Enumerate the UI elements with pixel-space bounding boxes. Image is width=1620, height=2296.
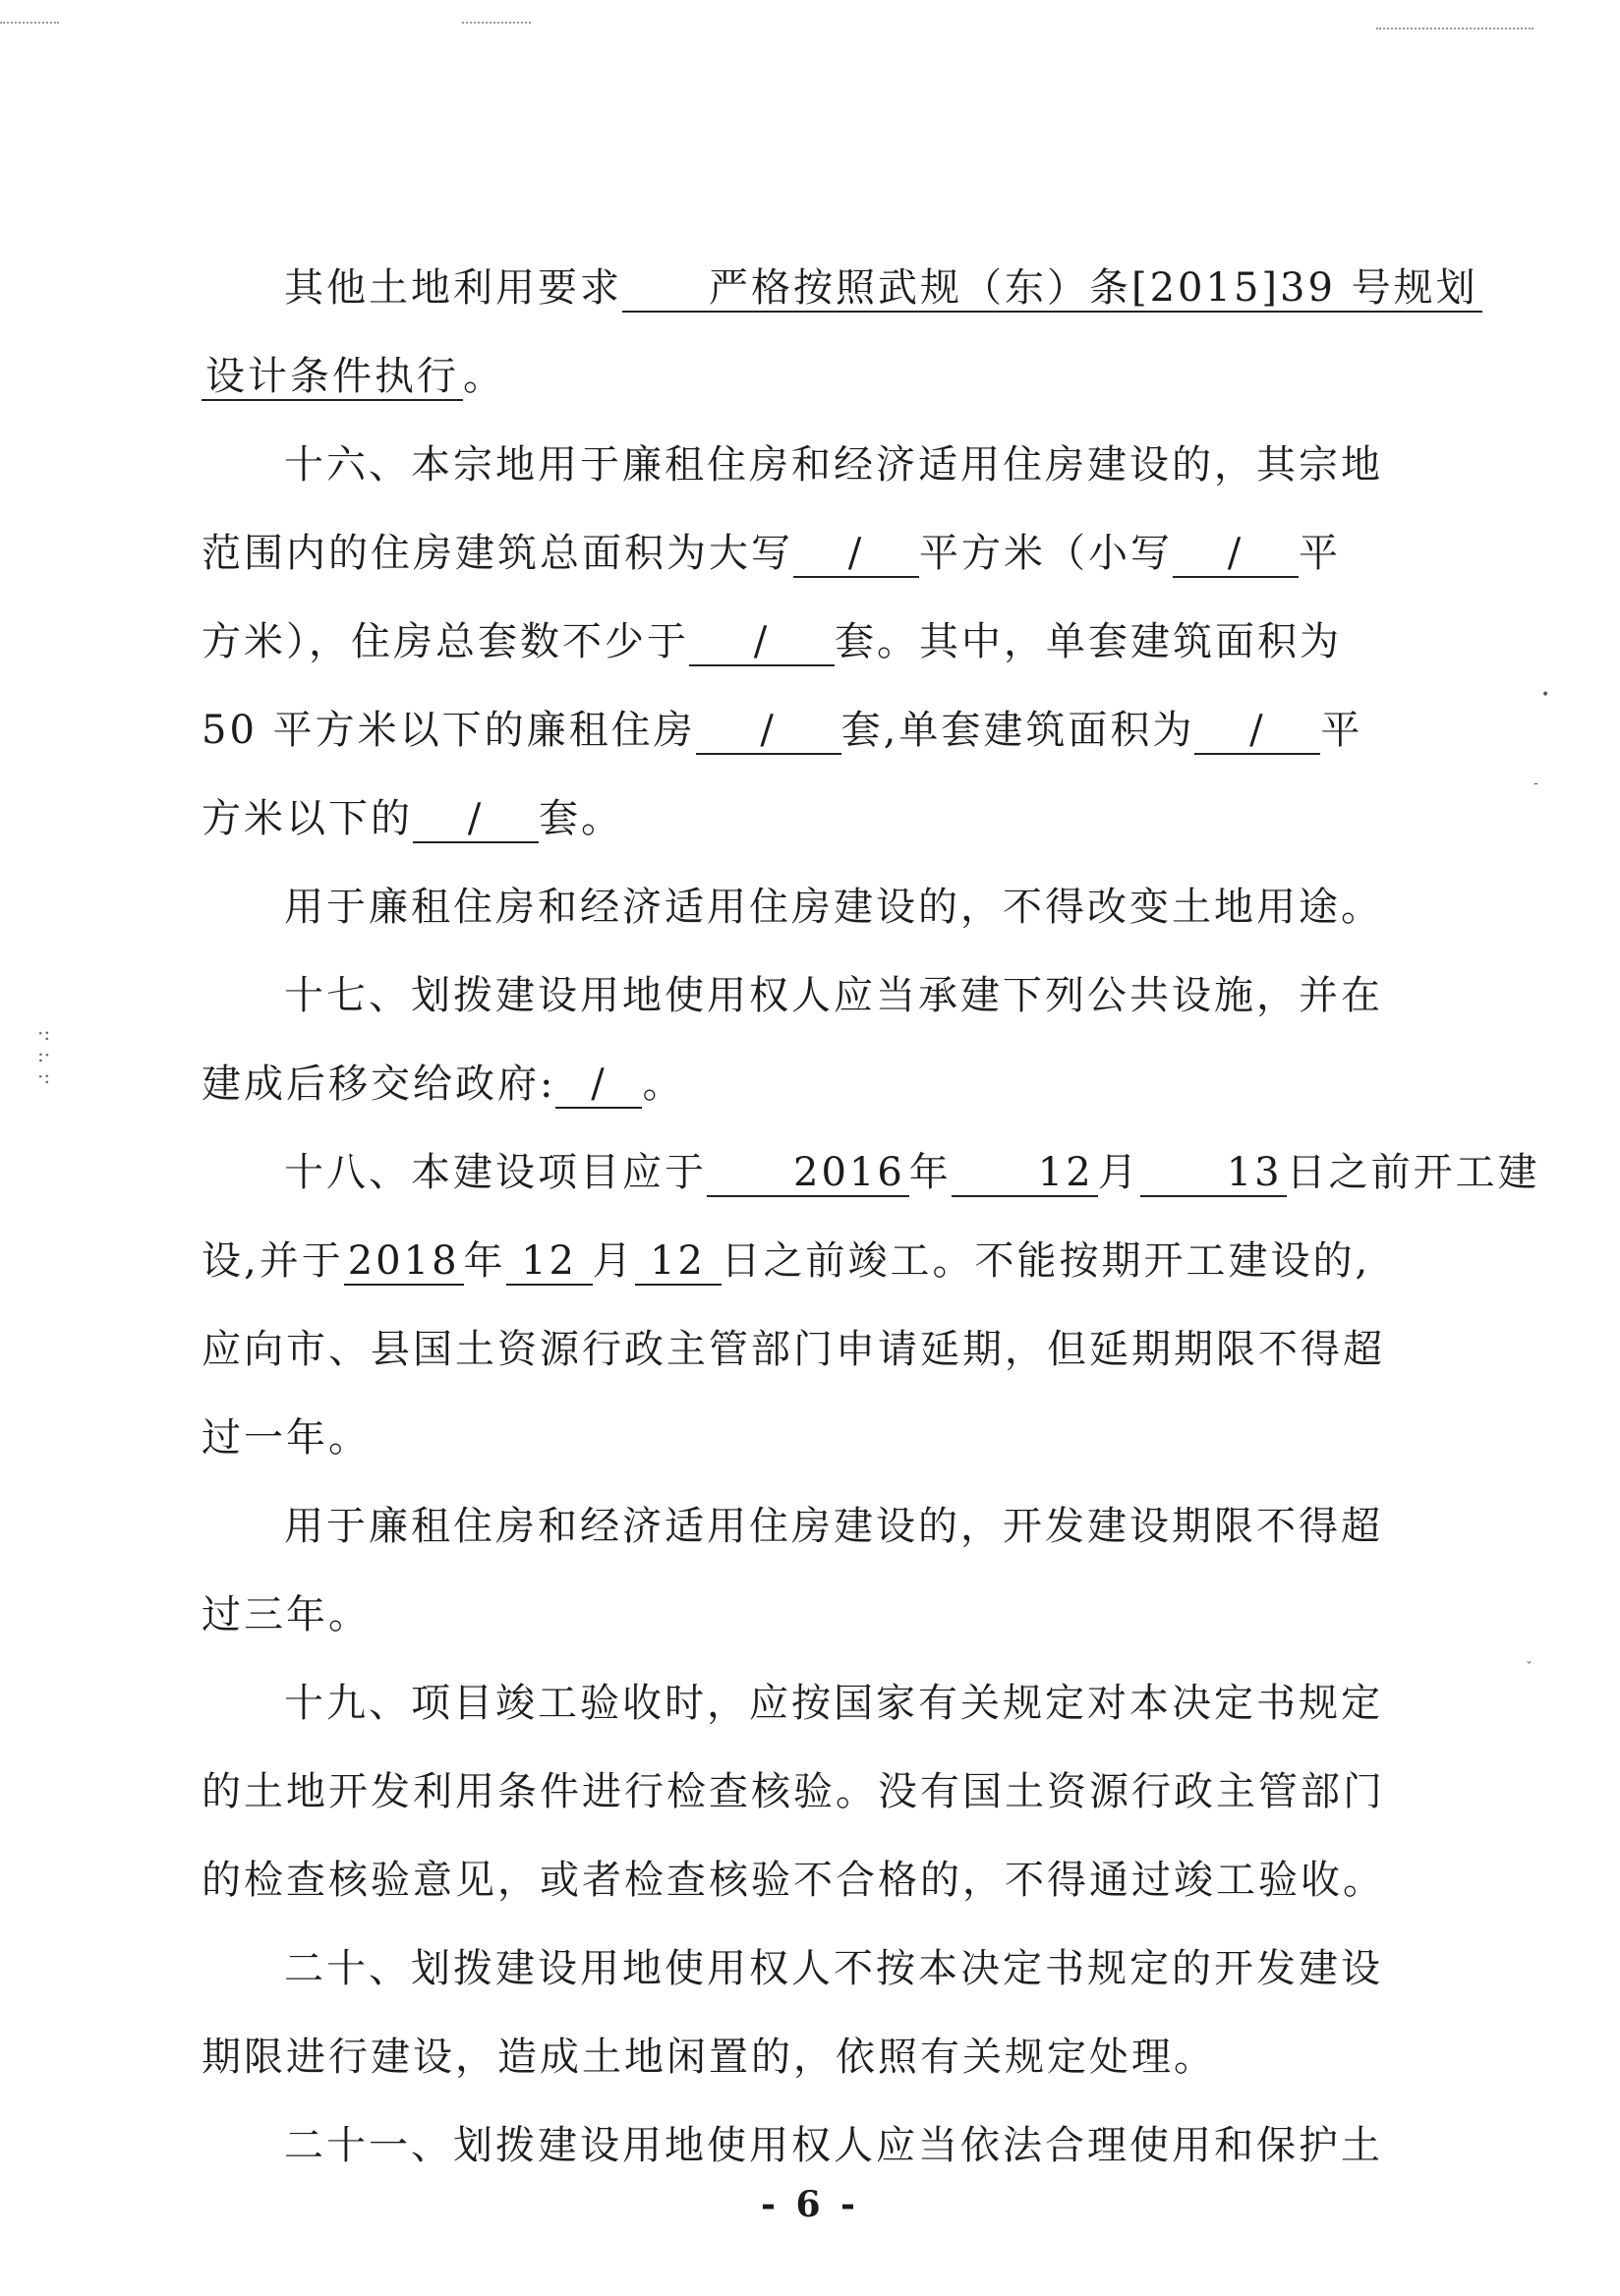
underlined-field: 设计条件执行 (202, 354, 463, 401)
text-line: 二十、划拨建设用地使用权人不按本决定书规定的开发建设 (284, 1946, 1383, 1991)
blank-field: / (696, 708, 841, 755)
blank-field: / (555, 1062, 642, 1109)
document-body (202, 244, 1540, 2190)
start-day-field: 13 (1140, 1150, 1287, 1197)
article-16-continued (202, 509, 1361, 863)
text-line: 建成后移交给政府: / 。 (202, 1062, 685, 1107)
blank-field: / (793, 531, 919, 578)
article-16 (202, 421, 1383, 509)
article-21 (202, 2101, 1383, 2190)
text-line: 的土地开发利用条件进行检查核验。没有国土资源行政主管部门 (202, 1769, 1385, 1814)
article-18-note-continued (202, 1571, 1361, 1659)
article-18-note (202, 1482, 1383, 1571)
land-use-requirements (202, 244, 1478, 332)
text-line: 应向市、县国土资源行政主管部门申请延期，但延期期限不得超 (202, 1327, 1385, 1372)
article-20 (202, 1924, 1383, 2013)
underlined-field: 严格按照武规（东）条[2015]39 号规划 (622, 265, 1482, 313)
text-line: 设计条件执行 。 (202, 332, 1361, 421)
end-month-field: 12 (506, 1238, 593, 1286)
article-20-continued (202, 2013, 1361, 2101)
page-number: - 6 - (761, 2184, 859, 2225)
text-line: 十六、本宗地用于廉租住房和经济适用住房建设的，其宗地 (284, 442, 1383, 488)
text-line: 十七、划拨建设用地使用权人应当承建下列公共设施，并在 (284, 973, 1383, 1018)
article-19-continued (202, 1748, 1385, 1924)
text-line: 过三年。 (202, 1592, 371, 1637)
end-year-field: 2018 (344, 1238, 464, 1286)
text-line: 范围内的住房建筑总面积为大写 / 平方米（小写 / 平 (202, 531, 1341, 576)
scan-edge-mark (1376, 28, 1533, 29)
text-line: 用于廉租住房和经济适用住房建设的，不得改变土地用途。 (284, 885, 1383, 930)
text-line: 方米以下的 / 套。 (202, 796, 623, 841)
scan-edge-mark (462, 22, 531, 24)
blank-field: / (689, 619, 835, 666)
text-line: 二十一、划拨建设用地使用权人应当依法合理使用和保护土 (284, 2123, 1383, 2168)
blank-field: / (1194, 708, 1320, 755)
land-use-requirements-continued (202, 332, 1361, 421)
scan-speck: - (1533, 775, 1538, 791)
text-line: 其他土地利用要求 严格按照武规（东）条[2015]39 号规划 (202, 244, 1361, 332)
text-line: 十八、本建设项目应于 2016 年 12 月 13 日之前开工建 (284, 1150, 1540, 1195)
end-day-field: 12 (635, 1238, 722, 1286)
text-line: 用于廉租住房和经济适用住房建设的，开发建设期限不得超 (284, 1504, 1383, 1549)
article-17 (202, 951, 1383, 1040)
scan-speck: ˇ (1526, 1660, 1533, 1676)
scan-edge-mark (0, 22, 59, 24)
blank-field: / (413, 796, 539, 843)
text-line: 方米），住房总套数不少于 / 套。其中，单套建筑面积为 (202, 619, 1342, 664)
scan-speck: • (1541, 687, 1550, 703)
start-month-field: 12 (952, 1150, 1098, 1197)
article-18-continued (202, 1217, 1385, 1482)
text-line: 50 平方米以下的廉租住房 / 套,单套建筑面积为 / 平 (202, 708, 1363, 753)
blank-field: / (1173, 531, 1299, 578)
article-18 (202, 1128, 1540, 1217)
article-17-continued (202, 1040, 1361, 1128)
text-line: 的检查核验意见，或者检查核验不合格的，不得通过竣工验收。 (202, 1858, 1385, 1903)
start-year-field: 2016 (707, 1150, 909, 1197)
article-19 (202, 1659, 1383, 1748)
text-line: 过一年。 (202, 1415, 371, 1461)
article-16-note (202, 863, 1383, 951)
text-line: 十九、项目竣工验收时，应按国家有关规定对本决定书规定 (284, 1681, 1383, 1726)
text-line: 设,并于 2018 年 12 月 12 日之前竣工。不能按期开工建设的, (202, 1238, 1371, 1284)
text-line: 期限进行建设，造成土地闲置的，依照有关规定处理。 (202, 2035, 1216, 2080)
binding-hole-mark: ·: :· ·: (37, 1021, 51, 1088)
